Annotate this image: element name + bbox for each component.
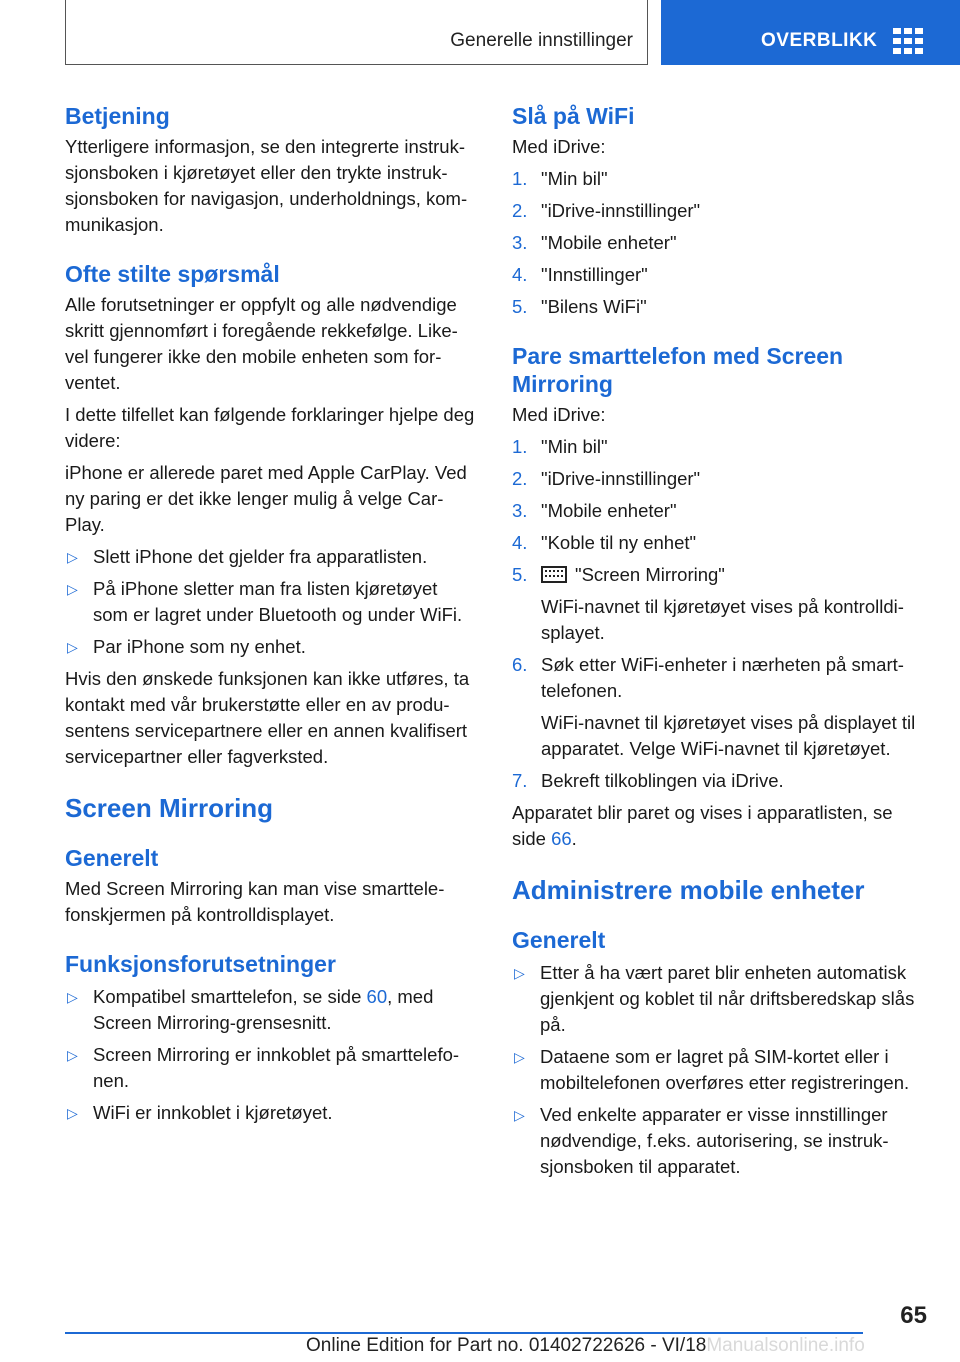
wifi-step: 2. "iDrive-innstillinger" [512,200,701,221]
pair-step: 1. "Min bil" [512,436,608,457]
wifi-intro: Med iDrive: [512,136,606,157]
wifi-step: 1. "Min bil" [512,168,608,189]
admin-general-heading: Generelt [512,927,606,953]
triangle-bullet-icon: ▷ [67,581,78,597]
pair-step: 4. "Koble til ny enhet" [512,532,697,553]
pair-step: 5. "Screen Mirroring" [512,564,725,585]
triangle-bullet-icon: ▷ [67,1047,78,1063]
triangle-bullet-icon: ▷ [67,1105,78,1121]
faq-paragraph-2: I dette tilfellet kan følgende forklaringer hjelpe deg videre: [65,404,475,451]
screen-mirroring-heading: Screen Mirroring [65,793,274,823]
faq-bullet: ▷ Par iPhone som ny enhet. [65,634,477,660]
requirement-bullet: ▷ Screen Mirroring er innkoblet på smarttelefo-nen. [65,1042,477,1094]
faq-bullet: ▷ På iPhone sletter man fra listen kjøretøyet som er lagret under Bluetooth og under WiFi. [65,576,477,628]
admin-heading: Administrere mobile enheter [512,875,865,905]
watermark: Manualsonline.info [706,1335,865,1356]
pair-step: 7. Bekreft tilkoblingen via iDrive. [512,770,784,791]
triangle-bullet-icon: ▷ [514,965,525,981]
overview-label: OVERBLIKK [761,30,878,51]
betjening-text: Ytterligere informasjon, se den integrerte instruk-sjonsboken i kjøretøyet eller den trykte instruk-sjonsboken for navigasjon, underholdnings, kom-munikasjon. [65,136,468,235]
grid-icon [893,28,923,54]
page-link-60[interactable]: 60 [366,986,388,1007]
pair-step-note: WiFi-navnet til kjøretøyet vises på kontrolldi-splayet. [541,596,904,643]
general-text: Med Screen Mirroring kan man vise smarttele-fonskjermen på kontrolldisplayet. [65,878,445,925]
admin-bullet: ▷ Ved enkelte apparater er visse innstillinger nødvendige, f.eks. autorisering, se instruk-sjonsboken til apparatet. [512,1102,928,1180]
wifi-step: 4. "Innstillinger" [512,264,648,285]
pair-outro: Apparatet blir paret og vises i apparatlisten, se side 66. [512,802,893,849]
pair-intro: Med iDrive: [512,404,606,425]
left-column [65,102,477,1126]
overview-button[interactable] [661,0,960,65]
wifi-step: 5. "Bilens WiFi" [512,296,647,317]
triangle-bullet-icon: ▷ [67,549,78,565]
header-section-title: Generelle innstillinger [450,30,633,51]
pair-step-note: WiFi-navnet til kjøretøyet vises på displayet til apparatet. Velge WiFi-navnet til kjøretøyet. [541,712,916,759]
pair-step: 3. "Mobile enheter" [512,500,677,521]
requirement-bullet: ▷ WiFi er innkoblet i kjøretøyet. [65,1100,477,1126]
admin-bullet: ▷ Dataene som er lagret på SIM-kortet eller i mobiltelefonen overføres etter registreringen. [512,1044,928,1096]
wifi-step: 3. "Mobile enheter" [512,232,677,253]
pair-step: 6. Søk etter WiFi-enheter i nærheten på smart-telefonen. [512,654,904,701]
betjening-heading: Betjening [65,103,170,129]
page-link-66[interactable]: 66 [551,828,572,849]
page-number: 65 [900,1302,927,1329]
faq-paragraph-3: iPhone er allerede paret med Apple CarPlay. Ved ny paring er det ikke lenger mulig å velge Car-Play. [65,462,467,535]
general-heading: Generelt [65,845,159,871]
faq-bullet: ▷ Slett iPhone det gjelder fra apparatlisten. [65,544,477,570]
triangle-bullet-icon: ▷ [67,639,78,655]
admin-bullet: ▷ Etter å ha vært paret blir enheten automatisk gjenkjent og koblet til når driftsberedskap slås på. [512,960,928,1038]
footer-text: Online Edition for Part no. 01402722626 - VI/18Manualsonline.info [306,1335,865,1356]
wifi-heading: Slå på WiFi [512,103,635,129]
faq-paragraph-1: Alle forutsetninger er oppfylt og alle nødvendige skritt gjennomført i foregående rekkefølge. Like-vel fungerer ikke den mobile enheten som for-ventet. [65,294,458,393]
requirement-bullet: ▷ Kompatibel smarttelefon, se side 60, med Screen Mirroring-grensesnitt. [65,984,477,1036]
triangle-bullet-icon: ▷ [514,1107,525,1123]
pair-step: 2. "iDrive-innstillinger" [512,468,701,489]
header-section-box [65,0,648,65]
right-column [512,102,928,1180]
faq-paragraph-4: Hvis den ønskede funksjonen kan ikke utføres, ta kontakt med vår brukerstøtte eller en av produ-sentens servicepartnere eller en annen kvalifisert servicepartner eller fagverksted. [65,668,470,767]
pair-heading: Pare smarttelefon med Screen Mirroring [512,343,844,397]
triangle-bullet-icon: ▷ [514,1049,525,1065]
requirements-heading: Funksjonsforutsetninger [65,951,336,977]
screen-mirroring-icon [541,566,567,583]
footer-divider [65,1332,863,1334]
triangle-bullet-icon: ▷ [67,989,78,1005]
faq-heading: Ofte stilte spørsmål [65,261,280,287]
